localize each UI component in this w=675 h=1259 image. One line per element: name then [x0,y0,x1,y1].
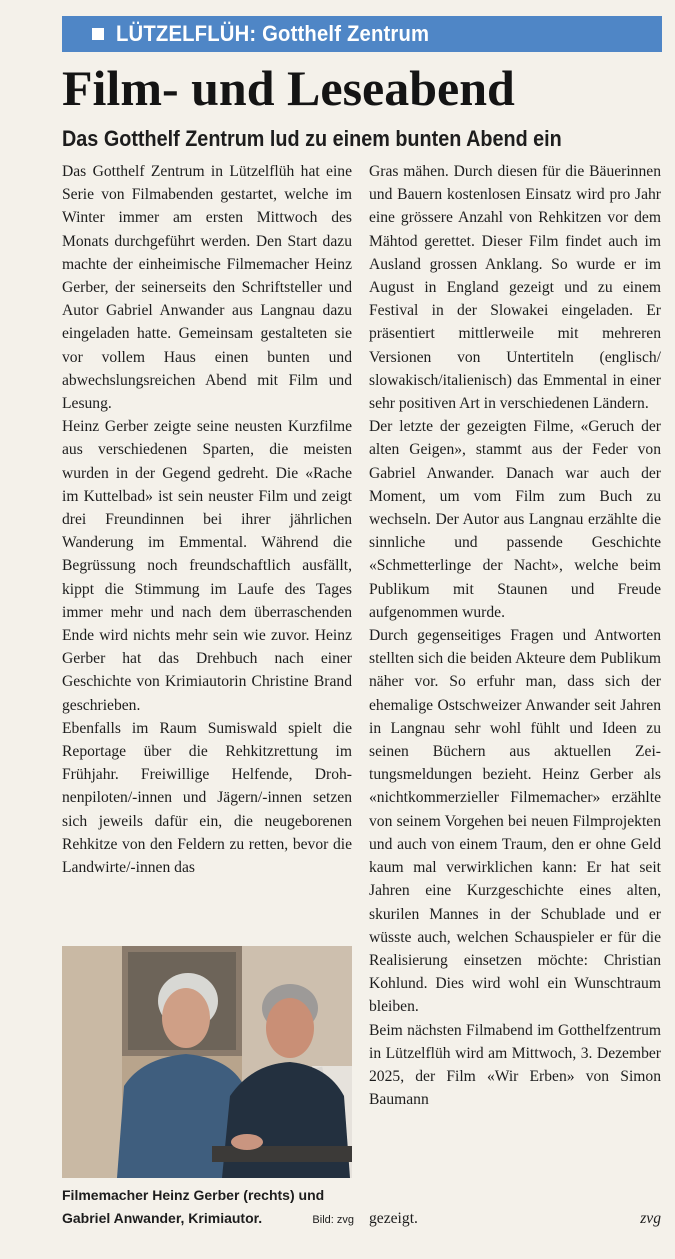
paragraph: Das Gotthelf Zentrum in Lützelflüh hat eine Serie von Filmabenden gestartet, welche im Winter immer am ersten Mittwoch des Monats durchgeführt werden. Den Start dazu machte der einheimische Filmemacher Heinz Gerber, der seinerseits den Schriftsteller und Autor Gabriel Anwander aus Langnau dazu eingeladen hatte. Gemeinsam gestalteten sie vor vollem Haus einen bunten und abwechslungsreichen Abend mit Film und Lesung. [62,163,352,413]
paragraph: Gras mähen. Durch diesen für die Bäuerinnen und Bauern kostenlosen Einsatz wird pro Jahr eine grössere Anzahl von Rehkitzen vor dem Mähtod gerettet. Dieser Film findet auch im Ausland grossen Anklang. So wurde er im August in England gezeigt und zu einem Festival in der Slowakei eingeladen. Er präsentiert mittlerweile mit mehreren Versionen von Untertiteln (englisch/ slowakisch/italienisch) das Emmental in einer sehr positiven Art in verschiedenen Ländern. [369,163,661,413]
paragraph: Beim nächsten Filmabend im Gotthelfzentrum in Lützelflüh wird am Mittwoch, 3. Dezember 2025, der Film «Wir Erben» von Simon Baumann [369,1021,661,1109]
photo-credit: Bild: zvg [312,1214,354,1226]
headline: Film- und Leseabend [62,60,515,116]
caption-line-2: Gabriel Anwander, Krimiautor. [62,1210,263,1226]
section-kicker [62,16,662,52]
author-byline: zvg [640,1210,661,1227]
paragraph: Durch gegenseitiges Fragen und Antworten stellten sich die beiden Akteure dem Publikum näher vor. So erfuhr man, dass sich der ehemalige Ostschweizer Anwander seit Jahren in Langnau sehr wohl fühlt und Ideen zu seinen Büchern aus aktuellen Zeitungsmeldungen bezieht. Heinz Gerber als «nichtkommerzieller Filmemacher» erzählte von seinem Vorgehen bei neuen Filmprojekten und auch von einem Traum, den er ohne Geld kaum mal verwirklichen kann: Er hat seit Jahren eine Kurzgeschichte eines alten, skurilen Mannes in der Schublade und er wüsste auch, welchen Schauspieler er für die Realisierung einsetzen möchte: Christian Kohlund. Dies wird wohl ein Wunschtraum bleiben. [369,627,661,1016]
photo-caption [62,1184,354,1232]
paragraph: Heinz Gerber zeigte seine neusten Kurzfilme aus verschiedenen Sparten, die meisten wurden in der Gegend gedreht. Die «Rache im Kuttelbad» ist sein neuster Film und zeigt drei Freundinnen bei ihrer jährlichen Wanderung im Emmental. Während die Begrüssung noch freundschaftlich ausfällt, kippt die Stimmung im Laufe des Tages immer mehr und nach dem überraschenden Ende wird nichts mehr sein wie zuvor. Heinz Gerber hat das Drehbuch nach einer Geschichte von Krimiautorin Christine Brand geschrieben. [62,418,352,714]
article-column-right [369,160,661,1111]
subheadline: Das Gotthelf Zentrum lud zu einem bunten Abend ein [62,126,562,151]
photo-illustration [62,946,352,1178]
article-signoff [369,1207,661,1230]
article-column-left [62,160,352,879]
caption-line-1: Filmemacher Heinz Gerber (rechts) und [62,1187,325,1203]
article-photo [62,946,352,1178]
paragraph: Ebenfalls im Raum Sumiswald spielt die Reportage über die Rehkitzrettung im Frühjahr. Freiwillige Helfende, Drohnenpiloten/-innen und Jägern/-innen setzen sich jeweils dafür ein, die neugeborenen Rehkitze von den Feldern zu retten, bevor die Landwirte/-innen das [62,719,352,877]
square-bullet-icon [92,28,104,40]
closing-text: gezeigt. [369,1210,418,1227]
paragraph: Der letzte der gezeigten Filme, «Geruch der alten Geigen», stammt aus der Feder von Gabriel Anwander. Danach war auch der Moment, um vom Film zum Buch zu wechseln. Der Autor aus Langnau erzählte die sinnliche und passende Geschichte «Schmetterlinge der Nacht», welche beim Publikum mit Staunen und Freude aufgenommen wurde. [369,418,661,621]
kicker-text: LÜTZELFLÜH: Gotthelf Zentrum [116,21,430,46]
